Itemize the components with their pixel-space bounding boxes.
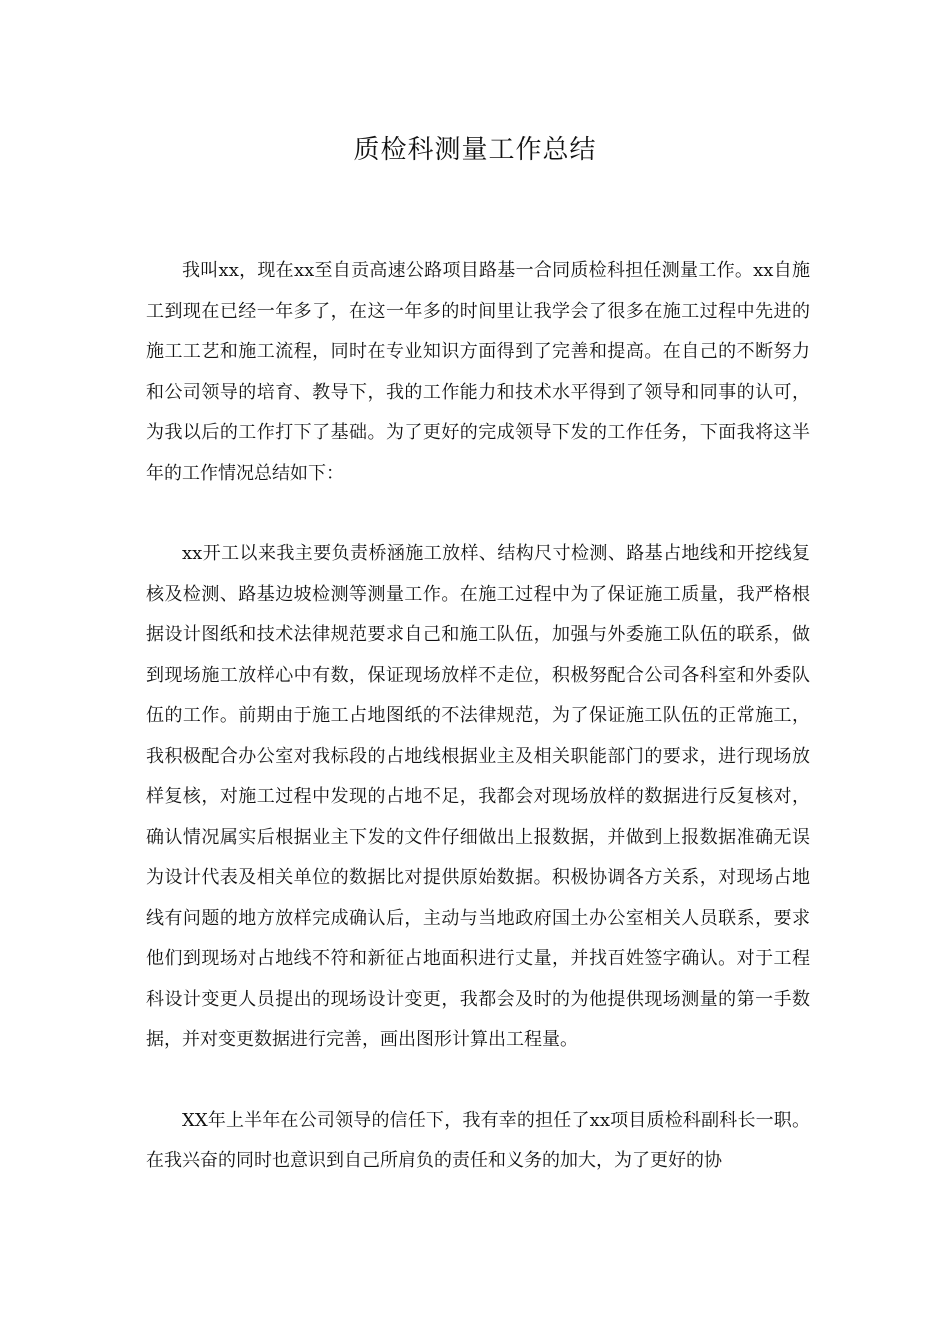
paragraph-promotion: XX年上半年在公司领导的信任下，我有幸的担任了xx项目质检科副科长一职。在我兴奋的同时也意识到自己所肩负的责任和义务的加大，为了更好的协 xyxy=(146,1109,810,1171)
document-title: 质检科测量工作总结 xyxy=(353,135,597,165)
document-body xyxy=(146,251,810,1222)
paragraph-intro: 我叫xx，现在xx至自贡高速公路项目路基一合同质检科担任测量工作。xx自施工到现在已经一年多了，在这一年多的时间里让我学会了很多在施工过程中先进的施工工艺和施工流程，同时在专业知识方面得到了完善和提高。在自己的不断努力和公司领导的培育、教导下，我的工作能力和技术水平得到了领导和同事的认可，为我以后的工作打下了基础。为了更好的完成领导下发的工作任务，下面我将这半年的工作情况总结如下： xyxy=(146,260,810,484)
paragraph-work-duties: xx开工以来我主要负责桥涵施工放样、结构尺寸检测、路基占地线和开挖线复核及检测、路基边坡检测等测量工作。在施工过程中为了保证施工质量，我严格根据设计图纸和技术法律规范要求自己和施工队伍，加强与外委施工队伍的联系，做到现场施工放样心中有数，保证现场放样不走位，积极努配合公司各科室和外委队伍的工作。前期由于施工占地图纸的不法律规范，为了保证施工队伍的正常施工，我积极配合办公室对我标段的占地线根据业主及相关职能部门的要求，进行现场放样复核，对施工过程中发现的占地不足，我都会对现场放样的数据进行反复核对，确认情况属实后根据业主下发的文件仔细做出上报数据，并做到上报数据准确无误为设计代表及相关单位的数据比对提供原始数据。积极协调各方关系，对现场占地线有问题的地方放样完成确认后，主动与当地政府国土办公室相关人员联系，要求他们到现场对占地线不符和新征占地面积进行丈量，并找百姓签字确认。对于工程科设计变更人员提出的现场设计变更，我都会及时的为他提供现场测量的第一手数据，并对变更数据进行完善，画出图形计算出工程量。 xyxy=(146,543,810,1050)
